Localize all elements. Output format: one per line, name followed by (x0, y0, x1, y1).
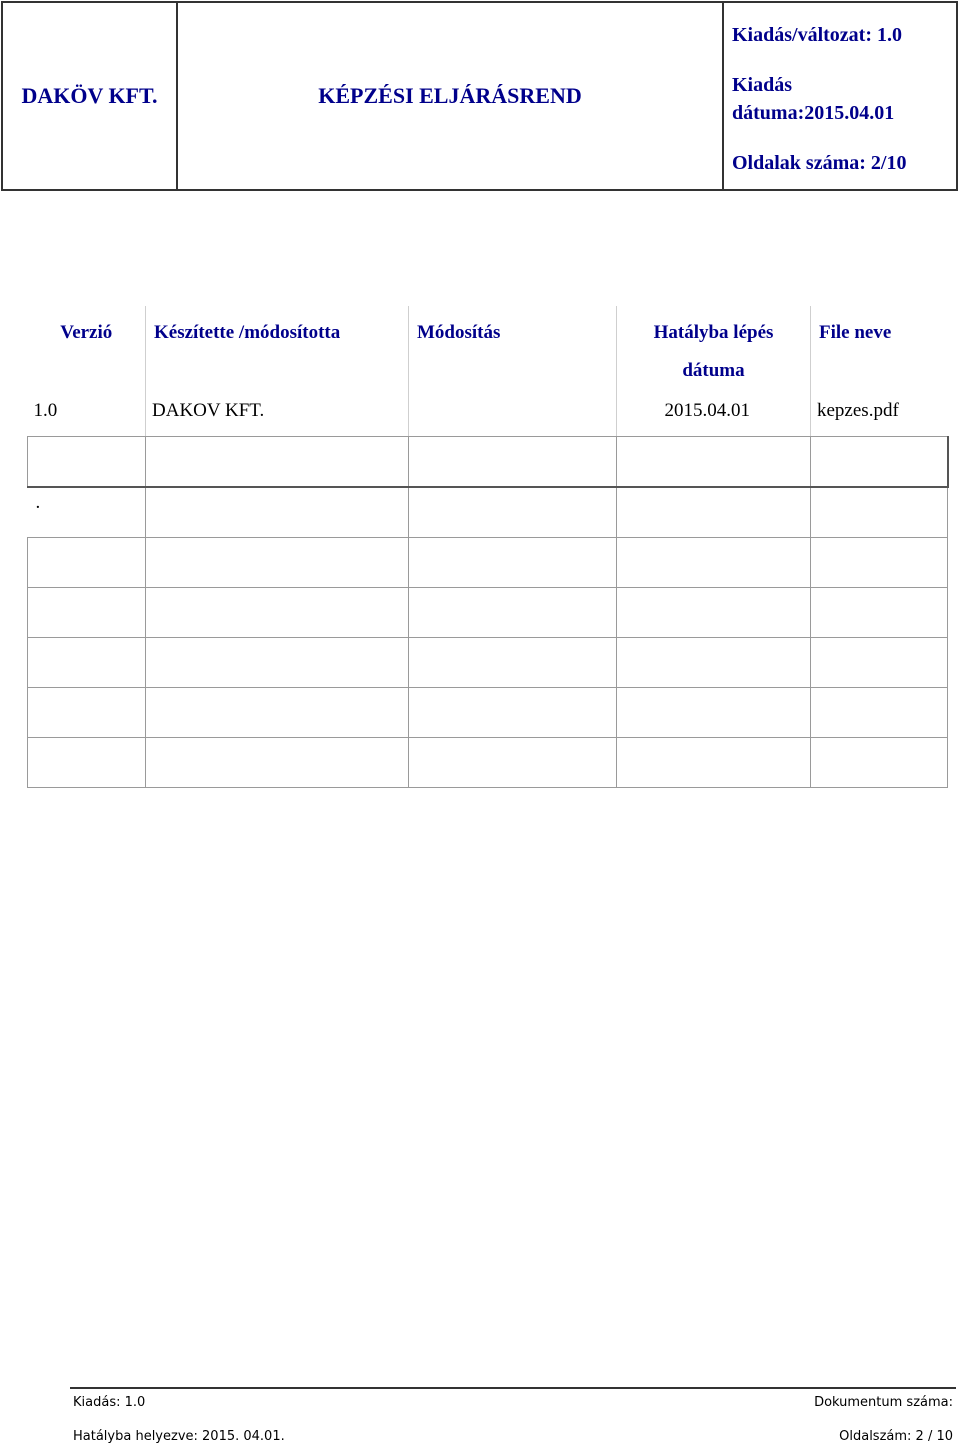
table-row (28, 738, 948, 788)
edition-date (732, 71, 894, 127)
cell-empty (28, 538, 146, 588)
header-meta (724, 3, 956, 189)
cell-version (28, 437, 146, 488)
document-footer (73, 1390, 953, 1448)
footer-page-number: Oldalszám: 2 / 10 (839, 1428, 953, 1444)
column-header-effective-date (617, 306, 811, 398)
cell-empty (409, 638, 617, 688)
cell-author (146, 437, 409, 488)
cell-empty (811, 588, 948, 638)
cell-version: 1.0 (28, 398, 146, 437)
column-header-version: Verzió (60, 322, 113, 343)
table-row (28, 688, 948, 738)
column-header-modification: Módosítás (409, 306, 617, 398)
cell-empty (28, 638, 146, 688)
column-header-effective-date-line1: Hatályba lépés (653, 322, 774, 343)
cell-file-name (811, 487, 948, 538)
table-row (28, 437, 948, 488)
cell-effective-date (617, 437, 811, 488)
cell-empty (409, 538, 617, 588)
cell-version: . (28, 487, 146, 538)
cell-empty (146, 688, 409, 738)
table-row (28, 638, 948, 688)
footer-document-number: Dokumentum száma: (814, 1394, 953, 1410)
footer-divider (70, 1387, 956, 1389)
cell-empty (409, 688, 617, 738)
cell-modification (409, 487, 617, 538)
cell-effective-date: 2015.04.01 (617, 398, 811, 437)
cell-effective-date (617, 487, 811, 538)
cell-empty (146, 538, 409, 588)
document-title: KÉPZÉSI ELJÁRÁSREND (178, 3, 724, 189)
cell-empty (617, 638, 811, 688)
cell-empty (28, 688, 146, 738)
company-name: DAKÖV KFT. (3, 3, 178, 189)
cell-empty (811, 688, 948, 738)
cell-empty (146, 588, 409, 638)
cell-empty (146, 638, 409, 688)
cell-modification (409, 437, 617, 488)
cell-author: DAKOV KFT. (146, 398, 409, 437)
edition-date-value: dátuma:2015.04.01 (732, 102, 895, 124)
table-row (28, 398, 948, 437)
cell-empty (617, 738, 811, 788)
cell-empty (409, 738, 617, 788)
cell-modification (409, 398, 617, 437)
version-history-table (27, 306, 949, 788)
cell-empty (146, 738, 409, 788)
cell-empty (617, 538, 811, 588)
cell-empty (409, 588, 617, 638)
edition-date-label: Kiadás (732, 74, 793, 96)
cell-empty (28, 738, 146, 788)
document-header (1, 1, 958, 191)
page-count: Oldalak száma: 2/10 (732, 152, 907, 174)
table-row (28, 487, 948, 538)
table-row (28, 588, 948, 638)
table-row (28, 538, 948, 588)
cell-empty (811, 538, 948, 588)
cell-file-name (811, 437, 948, 488)
cell-empty (811, 738, 948, 788)
edition-version: Kiadás/változat: 1.0 (732, 24, 902, 46)
cell-file-name: kepzes.pdf (811, 398, 948, 437)
cell-empty (28, 588, 146, 638)
column-header-author: Készítette /módosította (146, 306, 409, 398)
cell-empty (617, 588, 811, 638)
column-header-effective-date-line2: dátuma (682, 360, 745, 381)
cell-empty (811, 638, 948, 688)
cell-empty (617, 688, 811, 738)
footer-edition: Kiadás: 1.0 (73, 1394, 146, 1410)
footer-effective-date: Hatályba helyezve: 2015. 04.01. (73, 1428, 285, 1444)
column-header-file-name: File neve (811, 306, 948, 398)
cell-author (146, 487, 409, 538)
table-header-row (28, 306, 948, 398)
